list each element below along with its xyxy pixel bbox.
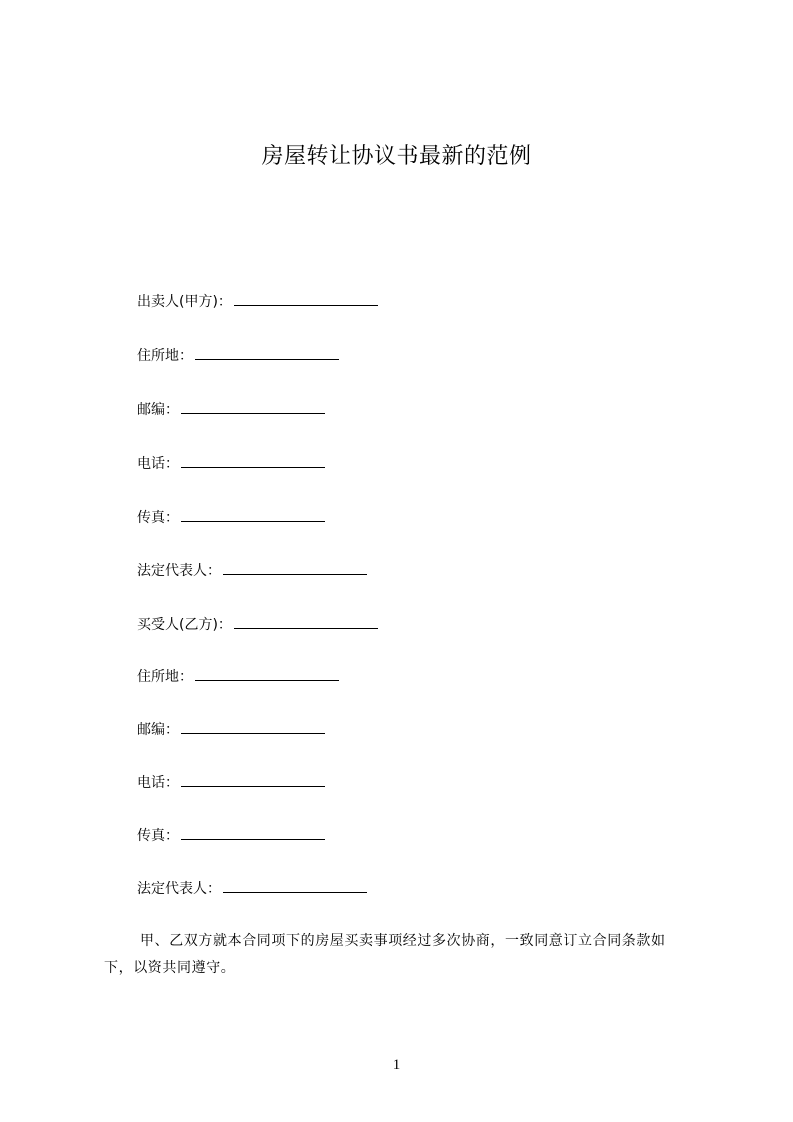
buyer-address-field: [137, 665, 339, 687]
seller-name-blank: [234, 290, 378, 306]
page-number: 1: [392, 1057, 401, 1073]
buyer-legal-rep-blank: [223, 877, 367, 893]
seller-fax-blank: [181, 506, 325, 522]
seller-phone-blank: [181, 452, 325, 468]
seller-address-label: 住所地：: [137, 348, 193, 364]
intro-paragraph: 甲、乙双方就本合同项下的房屋买卖事项经过多次协商，一致同意订立合同条款如下，以资共同遵守。: [104, 933, 666, 976]
buyer-fax-field: [137, 824, 325, 846]
buyer-name-blank: [234, 613, 378, 629]
seller-name-label: 出卖人(甲方)：: [137, 294, 232, 310]
seller-phone-label: 电话：: [137, 456, 179, 472]
seller-phone-field: [137, 452, 325, 474]
seller-legal-rep-field: [137, 559, 367, 581]
buyer-phone-blank: [181, 771, 325, 787]
buyer-postcode-field: [137, 718, 325, 740]
buyer-name-label: 买受人(乙方)：: [137, 617, 232, 633]
seller-legal-rep-label: 法定代表人：: [137, 563, 221, 579]
buyer-address-label: 住所地：: [137, 669, 193, 685]
document-title: 房屋转让协议书最新的范例: [261, 144, 532, 169]
seller-name-field: [137, 290, 378, 312]
buyer-legal-rep-field: [137, 877, 367, 899]
buyer-legal-rep-label: 法定代表人：: [137, 881, 221, 897]
seller-postcode-label: 邮编：: [137, 402, 179, 418]
seller-fax-field: [137, 506, 325, 528]
seller-fax-label: 传真：: [137, 510, 179, 526]
seller-address-field: [137, 344, 339, 366]
buyer-phone-field: [137, 771, 325, 793]
seller-address-blank: [195, 344, 339, 360]
buyer-postcode-label: 邮编：: [137, 722, 179, 738]
seller-legal-rep-blank: [223, 559, 367, 575]
buyer-postcode-blank: [181, 718, 325, 734]
buyer-address-blank: [195, 665, 339, 681]
buyer-fax-blank: [181, 824, 325, 840]
buyer-fax-label: 传真：: [137, 828, 179, 844]
seller-postcode-blank: [181, 398, 325, 414]
buyer-name-field: [137, 613, 378, 635]
buyer-phone-label: 电话：: [137, 775, 179, 791]
seller-postcode-field: [137, 398, 325, 420]
